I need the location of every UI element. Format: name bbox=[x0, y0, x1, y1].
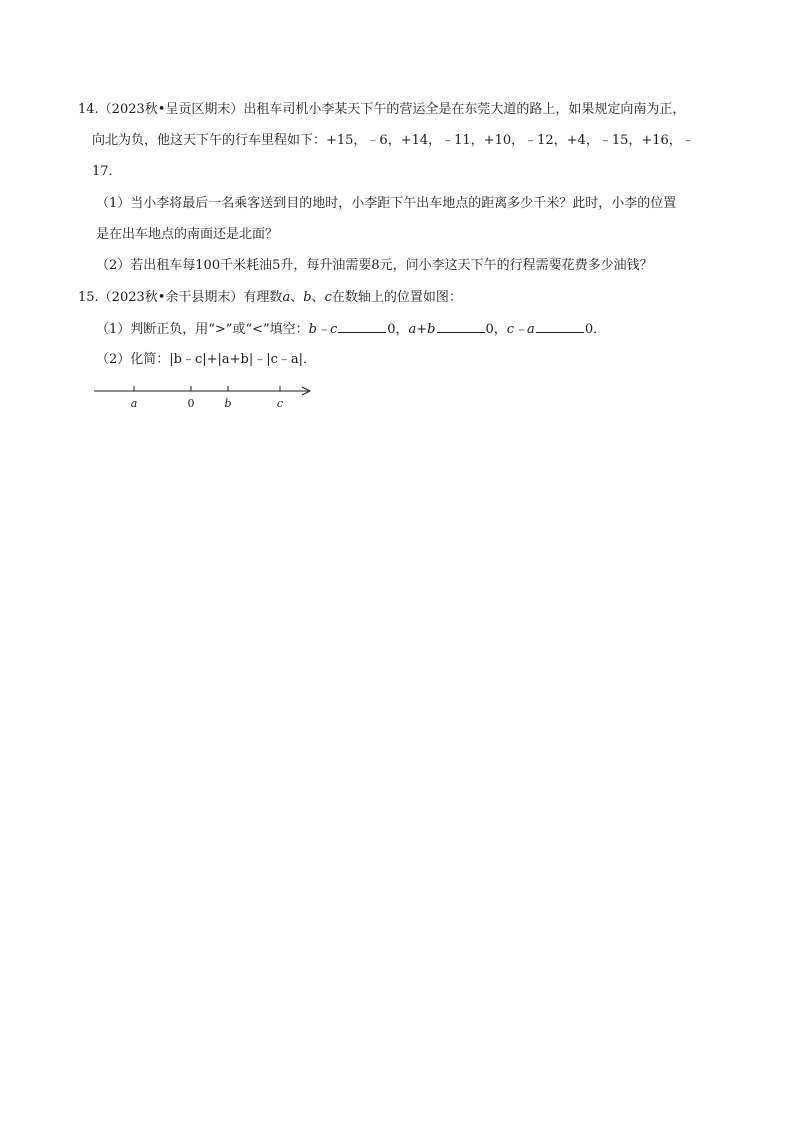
q15-zero-2: 0， bbox=[485, 322, 507, 337]
q14-line-3: 17． bbox=[92, 164, 122, 179]
q15-zero-1: 0， bbox=[387, 322, 409, 337]
q15-line-1-suffix: 在数轴上的位置如图： bbox=[331, 290, 462, 305]
q15-sep-1: 、 bbox=[290, 290, 304, 305]
q15-sub1-prefix: （1）判断正负，用“>”或“<”填空： bbox=[96, 322, 309, 337]
answer-blank-1[interactable] bbox=[338, 320, 386, 333]
q15-zero-3: 0． bbox=[584, 322, 607, 337]
q15-sep-2: 、 bbox=[311, 290, 325, 305]
q15-expr-2: a+b bbox=[408, 322, 436, 337]
label-zero: 0 bbox=[187, 397, 195, 410]
q15-var-a: a bbox=[282, 290, 291, 305]
q15-sub1 bbox=[96, 320, 606, 339]
label-c: c bbox=[276, 397, 284, 410]
q14-line-1: 14.（2023秋•呈贡区期末）出租车司机小李某天下午的营运全是在东莞大道的路上，如果规定向南为正， bbox=[78, 102, 686, 117]
q14-line-2: 向北为负，他这天下午的行车里程如下：+15，﹣6，+14，﹣11，+10，﹣12，+4，﹣15，+16，﹣ bbox=[92, 133, 695, 148]
q15-var-b: b bbox=[303, 290, 312, 305]
label-a: a bbox=[130, 397, 138, 410]
q15-line-1-prefix: 15.（2023秋•余干县期末）有理数 bbox=[78, 290, 283, 305]
answer-blank-2[interactable] bbox=[437, 320, 485, 333]
number-line-figure bbox=[90, 380, 320, 412]
label-b: b bbox=[224, 397, 232, 410]
q15-sub2: （2）化简：|b﹣c|+|a+b|﹣|c﹣a|． bbox=[96, 352, 317, 367]
q15-expr-1: b﹣c bbox=[308, 322, 338, 337]
q14-sub1-line-2: 是在出车地点的南面还是北面？ bbox=[96, 227, 279, 242]
q15-expr-3: c﹣a bbox=[506, 322, 535, 337]
q14-sub1-line-1: （1）当小李将最后一名乘客送到目的地时，小李距下午出车地点的距离多少千米？此时，小李的位置 bbox=[96, 196, 677, 211]
answer-blank-3[interactable] bbox=[536, 320, 584, 333]
q15-line-1 bbox=[78, 289, 462, 307]
q14-sub2: （2）若出租车每100千米耗油5升，每升油需要8元，问小李这天下午的行程需要花费多少油钱？ bbox=[96, 258, 653, 273]
q15-var-c: c bbox=[324, 290, 332, 305]
